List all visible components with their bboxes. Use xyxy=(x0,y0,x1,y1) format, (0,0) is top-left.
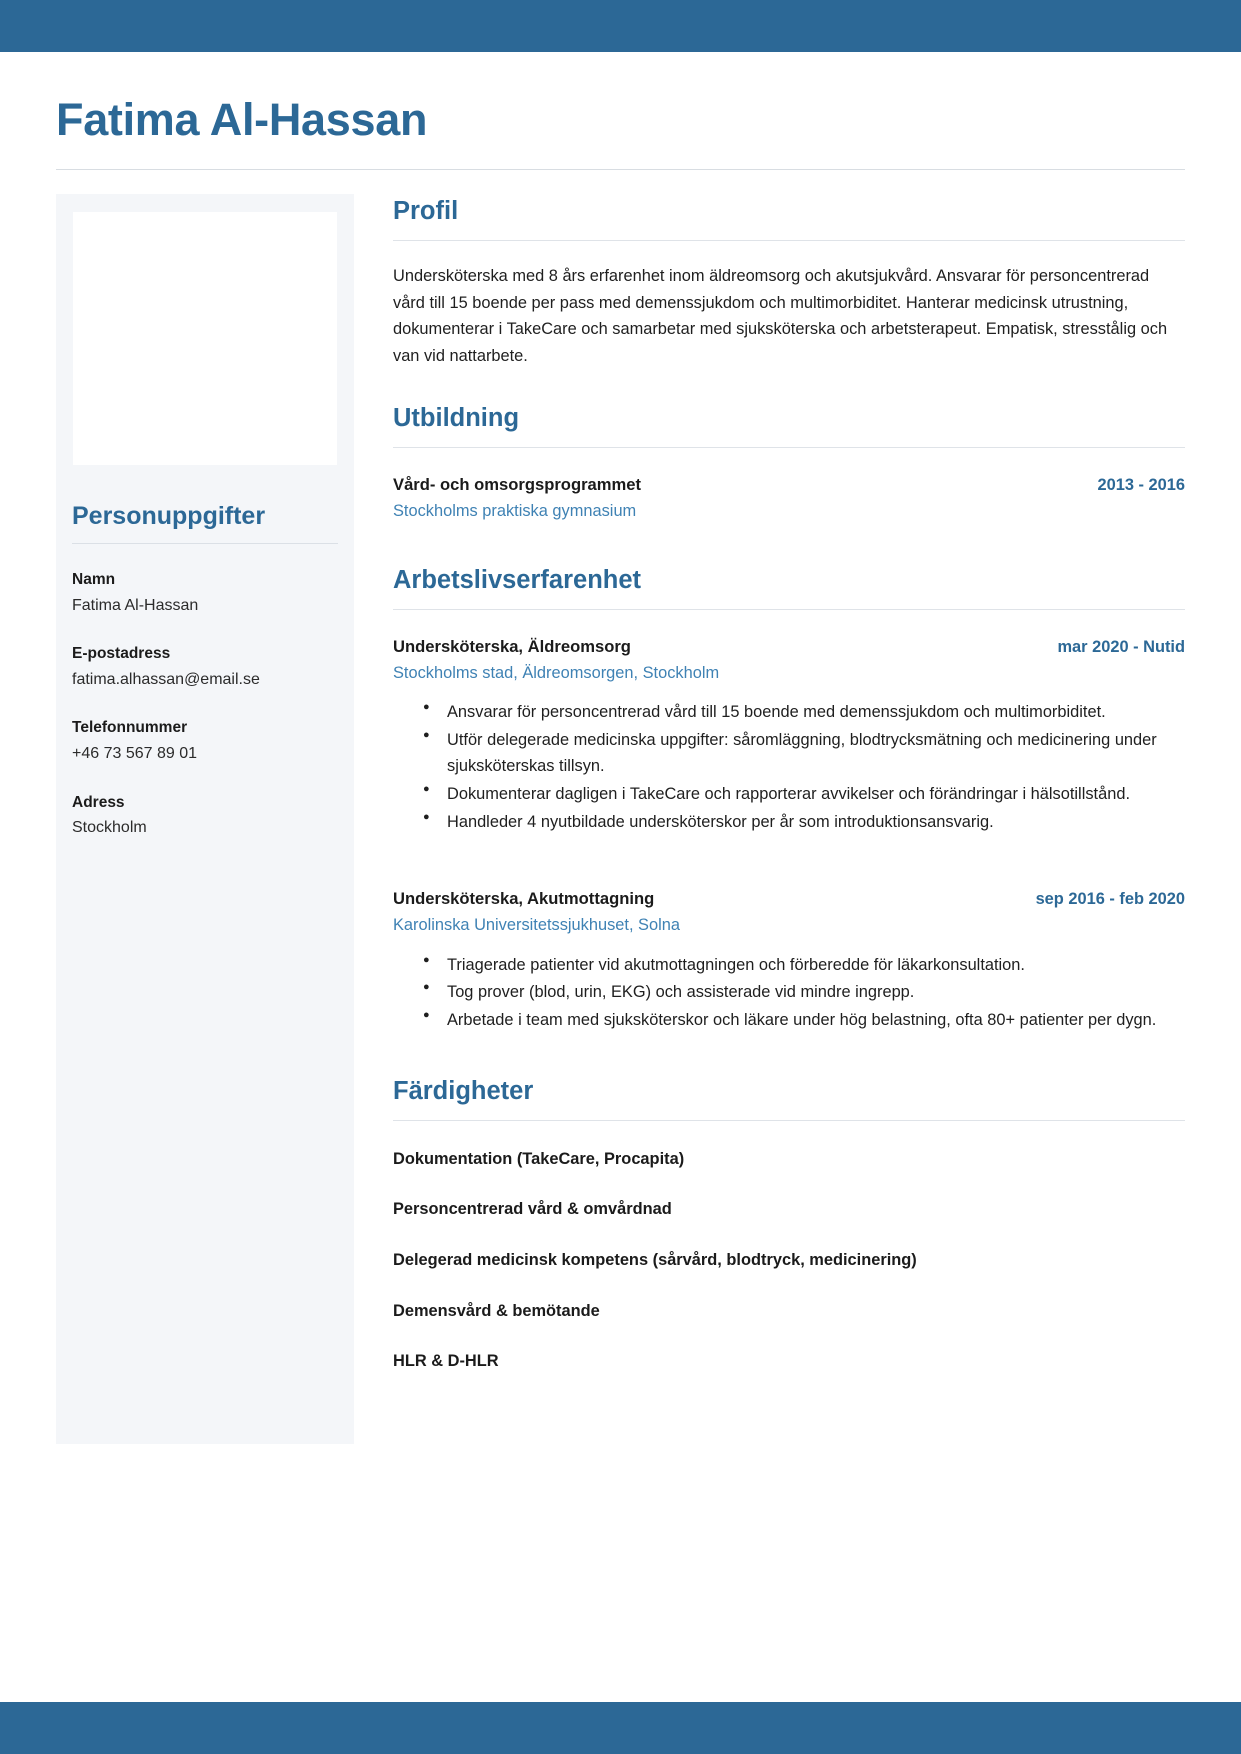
spacer xyxy=(393,836,1185,862)
list-item: ● Handleder 4 nyutbildade undersköterskor per år som introduktionsansvarig. xyxy=(447,809,1185,836)
two-column-layout xyxy=(56,194,1185,1444)
entry-date: mar 2020 - Nutid xyxy=(1057,637,1185,656)
skill-item: HLR & D-HLR xyxy=(393,1352,499,1371)
experience-entry xyxy=(393,887,1185,1033)
detail-address xyxy=(72,791,338,841)
entry-bullet-list xyxy=(393,952,1185,1034)
section-heading-skills: Färdigheter xyxy=(393,1077,534,1106)
main-column xyxy=(354,194,1185,1398)
education-entry xyxy=(393,473,1185,523)
spacer xyxy=(393,1034,1185,1072)
entry-header xyxy=(393,635,1185,660)
entry-organization: Stockholms praktiska gymnasium xyxy=(393,501,637,520)
entry-title: Undersköterska, Akutmottagning xyxy=(393,889,655,909)
sidebar xyxy=(56,194,354,1444)
section-heading-profile: Profil xyxy=(393,197,459,226)
detail-value: Stockholm xyxy=(72,818,147,836)
list-item: ● Triagerade patienter vid akutmottagningen och förberedde för läkarkonsultation. xyxy=(447,952,1185,979)
name-block xyxy=(56,52,1185,170)
section-education xyxy=(393,403,1185,561)
list-item: ● Dokumenterar dagligen i TakeCare och rapporterar avvikelser och förändringar i hälsotillstånd. xyxy=(447,781,1185,808)
skill-item: Personcentrerad vård & omvårdnad xyxy=(393,1200,672,1219)
section-heading-education: Utbildning xyxy=(393,404,520,433)
bottom-accent-bar xyxy=(0,1702,1241,1754)
section-divider xyxy=(393,447,1185,448)
detail-label: Telefonnummer xyxy=(72,719,188,737)
section-divider xyxy=(393,609,1185,610)
sidebar-heading-divider xyxy=(72,543,338,544)
entry-date: 2013 - 2016 xyxy=(1097,475,1185,494)
detail-value: fatima.alhassan@email.se xyxy=(72,670,260,688)
entry-header xyxy=(393,473,1185,498)
detail-phone xyxy=(72,716,338,766)
entry-title: Vård- och omsorgsprogrammet xyxy=(393,474,642,494)
sidebar-heading-personal-details: Personuppgifter xyxy=(72,502,266,531)
detail-value: +46 73 567 89 01 xyxy=(72,744,198,762)
page-title: Fatima Al-Hassan xyxy=(56,94,428,145)
experience-entry xyxy=(393,635,1185,835)
entry-date: sep 2016 - feb 2020 xyxy=(1035,890,1185,909)
list-item: ● Tog prover (blod, urin, EKG) och assisterade vid mindre ingrepp. xyxy=(447,979,1185,1006)
name-divider xyxy=(56,169,1185,170)
detail-value: Fatima Al-Hassan xyxy=(72,596,199,614)
detail-label: Adress xyxy=(72,793,125,811)
detail-name xyxy=(72,568,338,618)
spacer xyxy=(393,523,1185,561)
detail-email xyxy=(72,642,338,692)
list-item: ● Arbetade i team med sjuksköterskor och läkare under hög belastning, ofta 80+ patienter per dygn. xyxy=(447,1007,1185,1034)
section-experience xyxy=(393,565,1185,1072)
list-item: ● Utför delegerade medicinska uppgifter: såromläggning, blodtrycksmätning och medicinering under sjuksköterskas tillsyn. xyxy=(447,727,1185,780)
top-accent-bar xyxy=(0,0,1241,52)
entry-title: Undersköterska, Äldreomsorg xyxy=(393,636,631,656)
skill-item: Dokumentation (TakeCare, Procapita) xyxy=(393,1149,685,1168)
section-divider xyxy=(393,1120,1185,1121)
profile-photo-placeholder xyxy=(73,212,337,465)
detail-label: E-postadress xyxy=(72,645,171,663)
skill-item: Delegerad medicinsk kompetens (sårvård, blodtryck, medicinering) xyxy=(393,1251,917,1270)
profile-summary-text: Undersköterska med 8 års erfarenhet inom äldreomsorg och akutsjukvård. Ansvarar för personcentrerad vård till 15 boende per pass med demenssjukdom och multimorbiditet. Hanterar medicinsk utrustning, dokumenterar i TakeCare och samarbetar med sjuksköterska och arbetsterapeut. Empatisk, stresstålig och van vid nattarbete. xyxy=(393,266,1168,365)
section-heading-experience: Arbetslivserfarenhet xyxy=(393,566,642,595)
entry-bullet-list xyxy=(393,699,1185,835)
resume-content xyxy=(0,52,1241,1444)
entry-organization: Stockholms stad, Äldreomsorgen, Stockholm xyxy=(393,663,720,682)
section-skills xyxy=(393,1076,1185,1394)
list-item: ● Ansvarar för personcentrerad vård till 15 boende med demenssjukdom och multimorbiditet. xyxy=(447,699,1185,726)
entry-header xyxy=(393,887,1185,912)
detail-label: Namn xyxy=(72,571,116,589)
section-profile xyxy=(393,196,1185,369)
entry-organization: Karolinska Universitetssjukhuset, Solna xyxy=(393,915,680,934)
skill-item: Demensvård & bemötande xyxy=(393,1301,600,1320)
section-divider xyxy=(393,240,1185,241)
